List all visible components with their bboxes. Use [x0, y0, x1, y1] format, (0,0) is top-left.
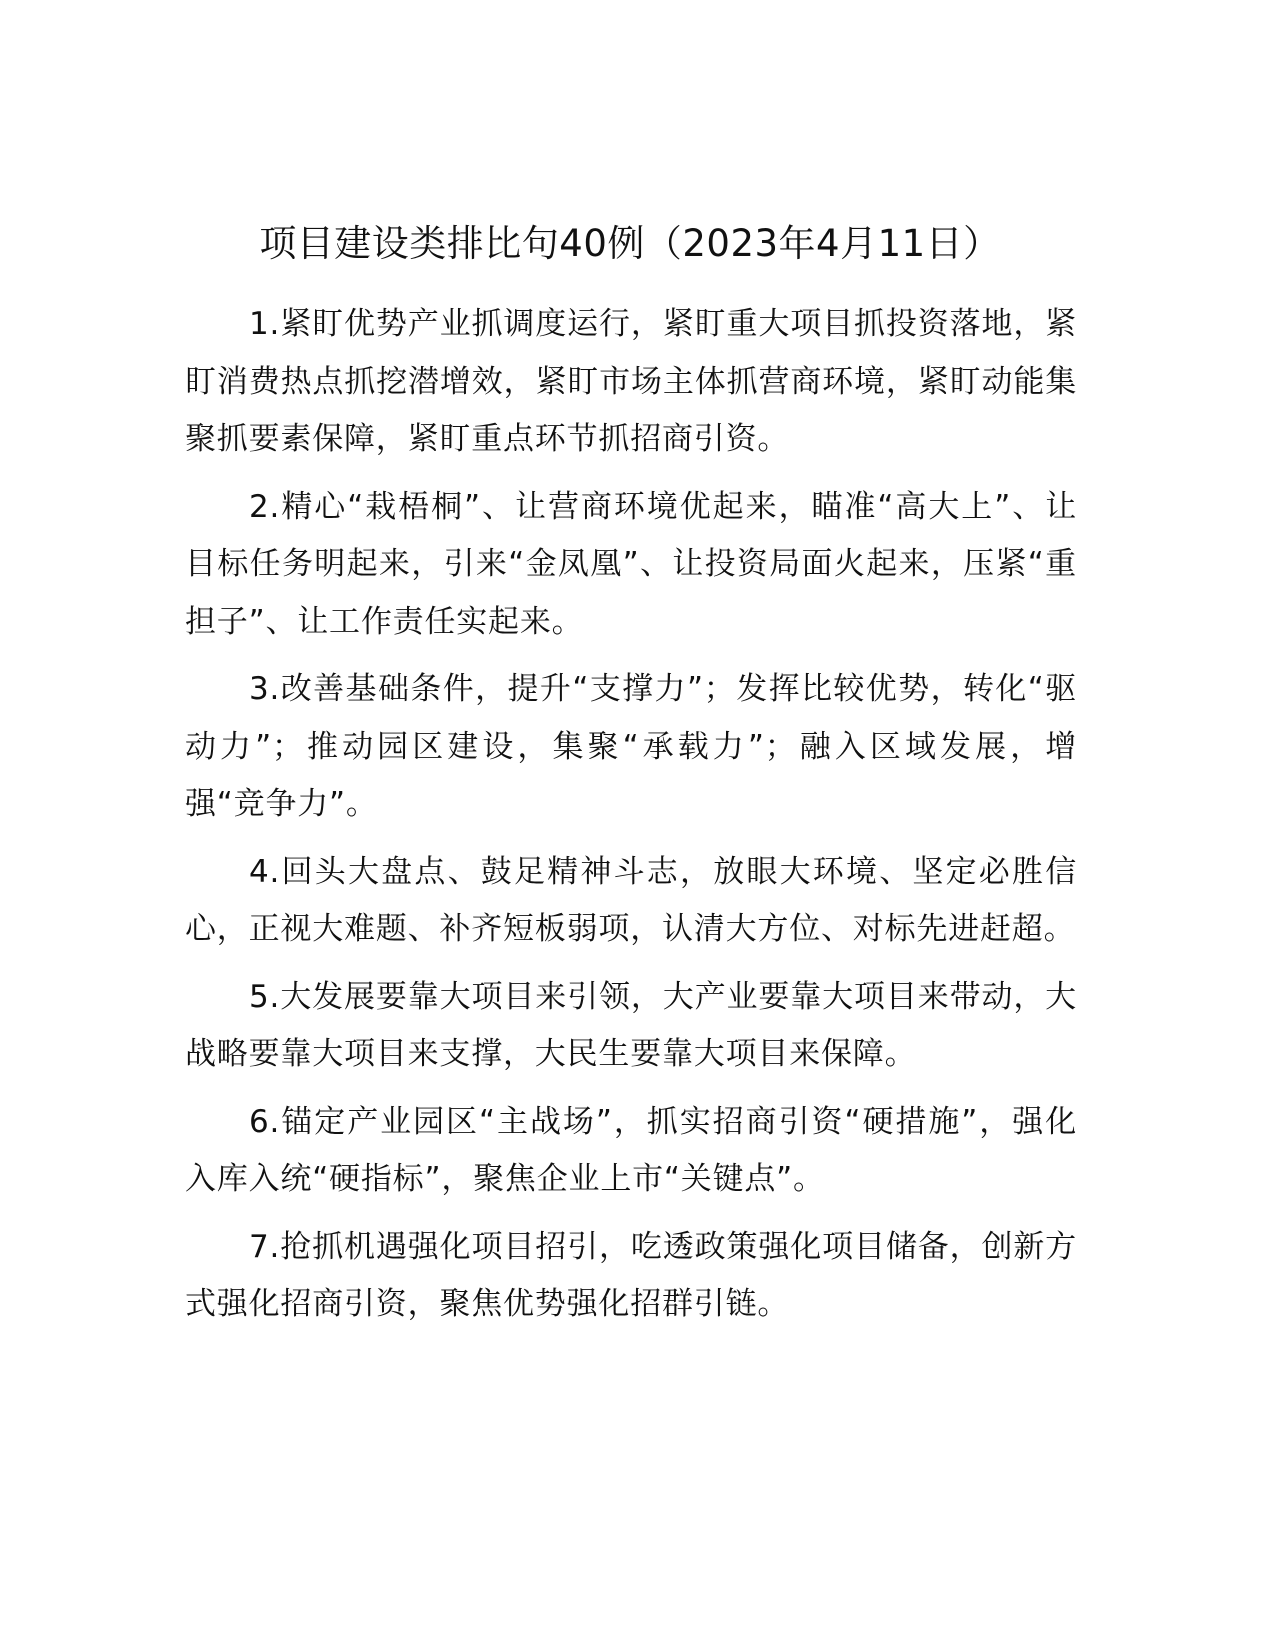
paragraph-2: 2.精心“栽梧桐”、让营商环境优起来，瞄准“高大上”、让目标任务明起来，引来“金凤凰”、让投资局面火起来，压紧“重担子”、让工作责任实起来。	[185, 488, 1077, 640]
document-body	[185, 296, 1077, 1344]
document-title: 项目建设类排比句40例（2023年4月11日）	[259, 222, 1001, 265]
paragraph-1: 1.紧盯优势产业抓调度运行，紧盯重大项目抓投资落地，紧盯消费热点抓挖潜增效，紧盯市场主体抓营商环境，紧盯动能集聚抓要素保障，紧盯重点环节抓招商引资。	[185, 306, 1077, 457]
paragraph-5: 5.大发展要靠大项目来引领，大产业要靠大项目来带动，大战略要靠大项目来支撑，大民生要靠大项目来保障。	[185, 978, 1077, 1072]
paragraph-7: 7.抢抓机遇强化项目招引，吃透政策强化项目储备，创新方式强化招商引资，聚焦优势强化招群引链。	[185, 1228, 1077, 1322]
paragraph-3: 3.改善基础条件，提升“支撑力”；发挥比较优势，转化“驱动力”；推动园区建设，集聚“承载力”；融入区域发展，增强“竞争力”。	[185, 671, 1077, 822]
paragraph-4: 4.回头大盘点、鼓足精神斗志，放眼大环境、坚定必胜信心，正视大难题、补齐短板弱项，认清大方位、对标先进赶超。	[185, 853, 1077, 947]
paragraph-6: 6.锚定产业园区“主战场”，抓实招商引资“硬措施”，强化入库入统“硬指标”，聚焦企业上市“关键点”。	[185, 1103, 1077, 1197]
